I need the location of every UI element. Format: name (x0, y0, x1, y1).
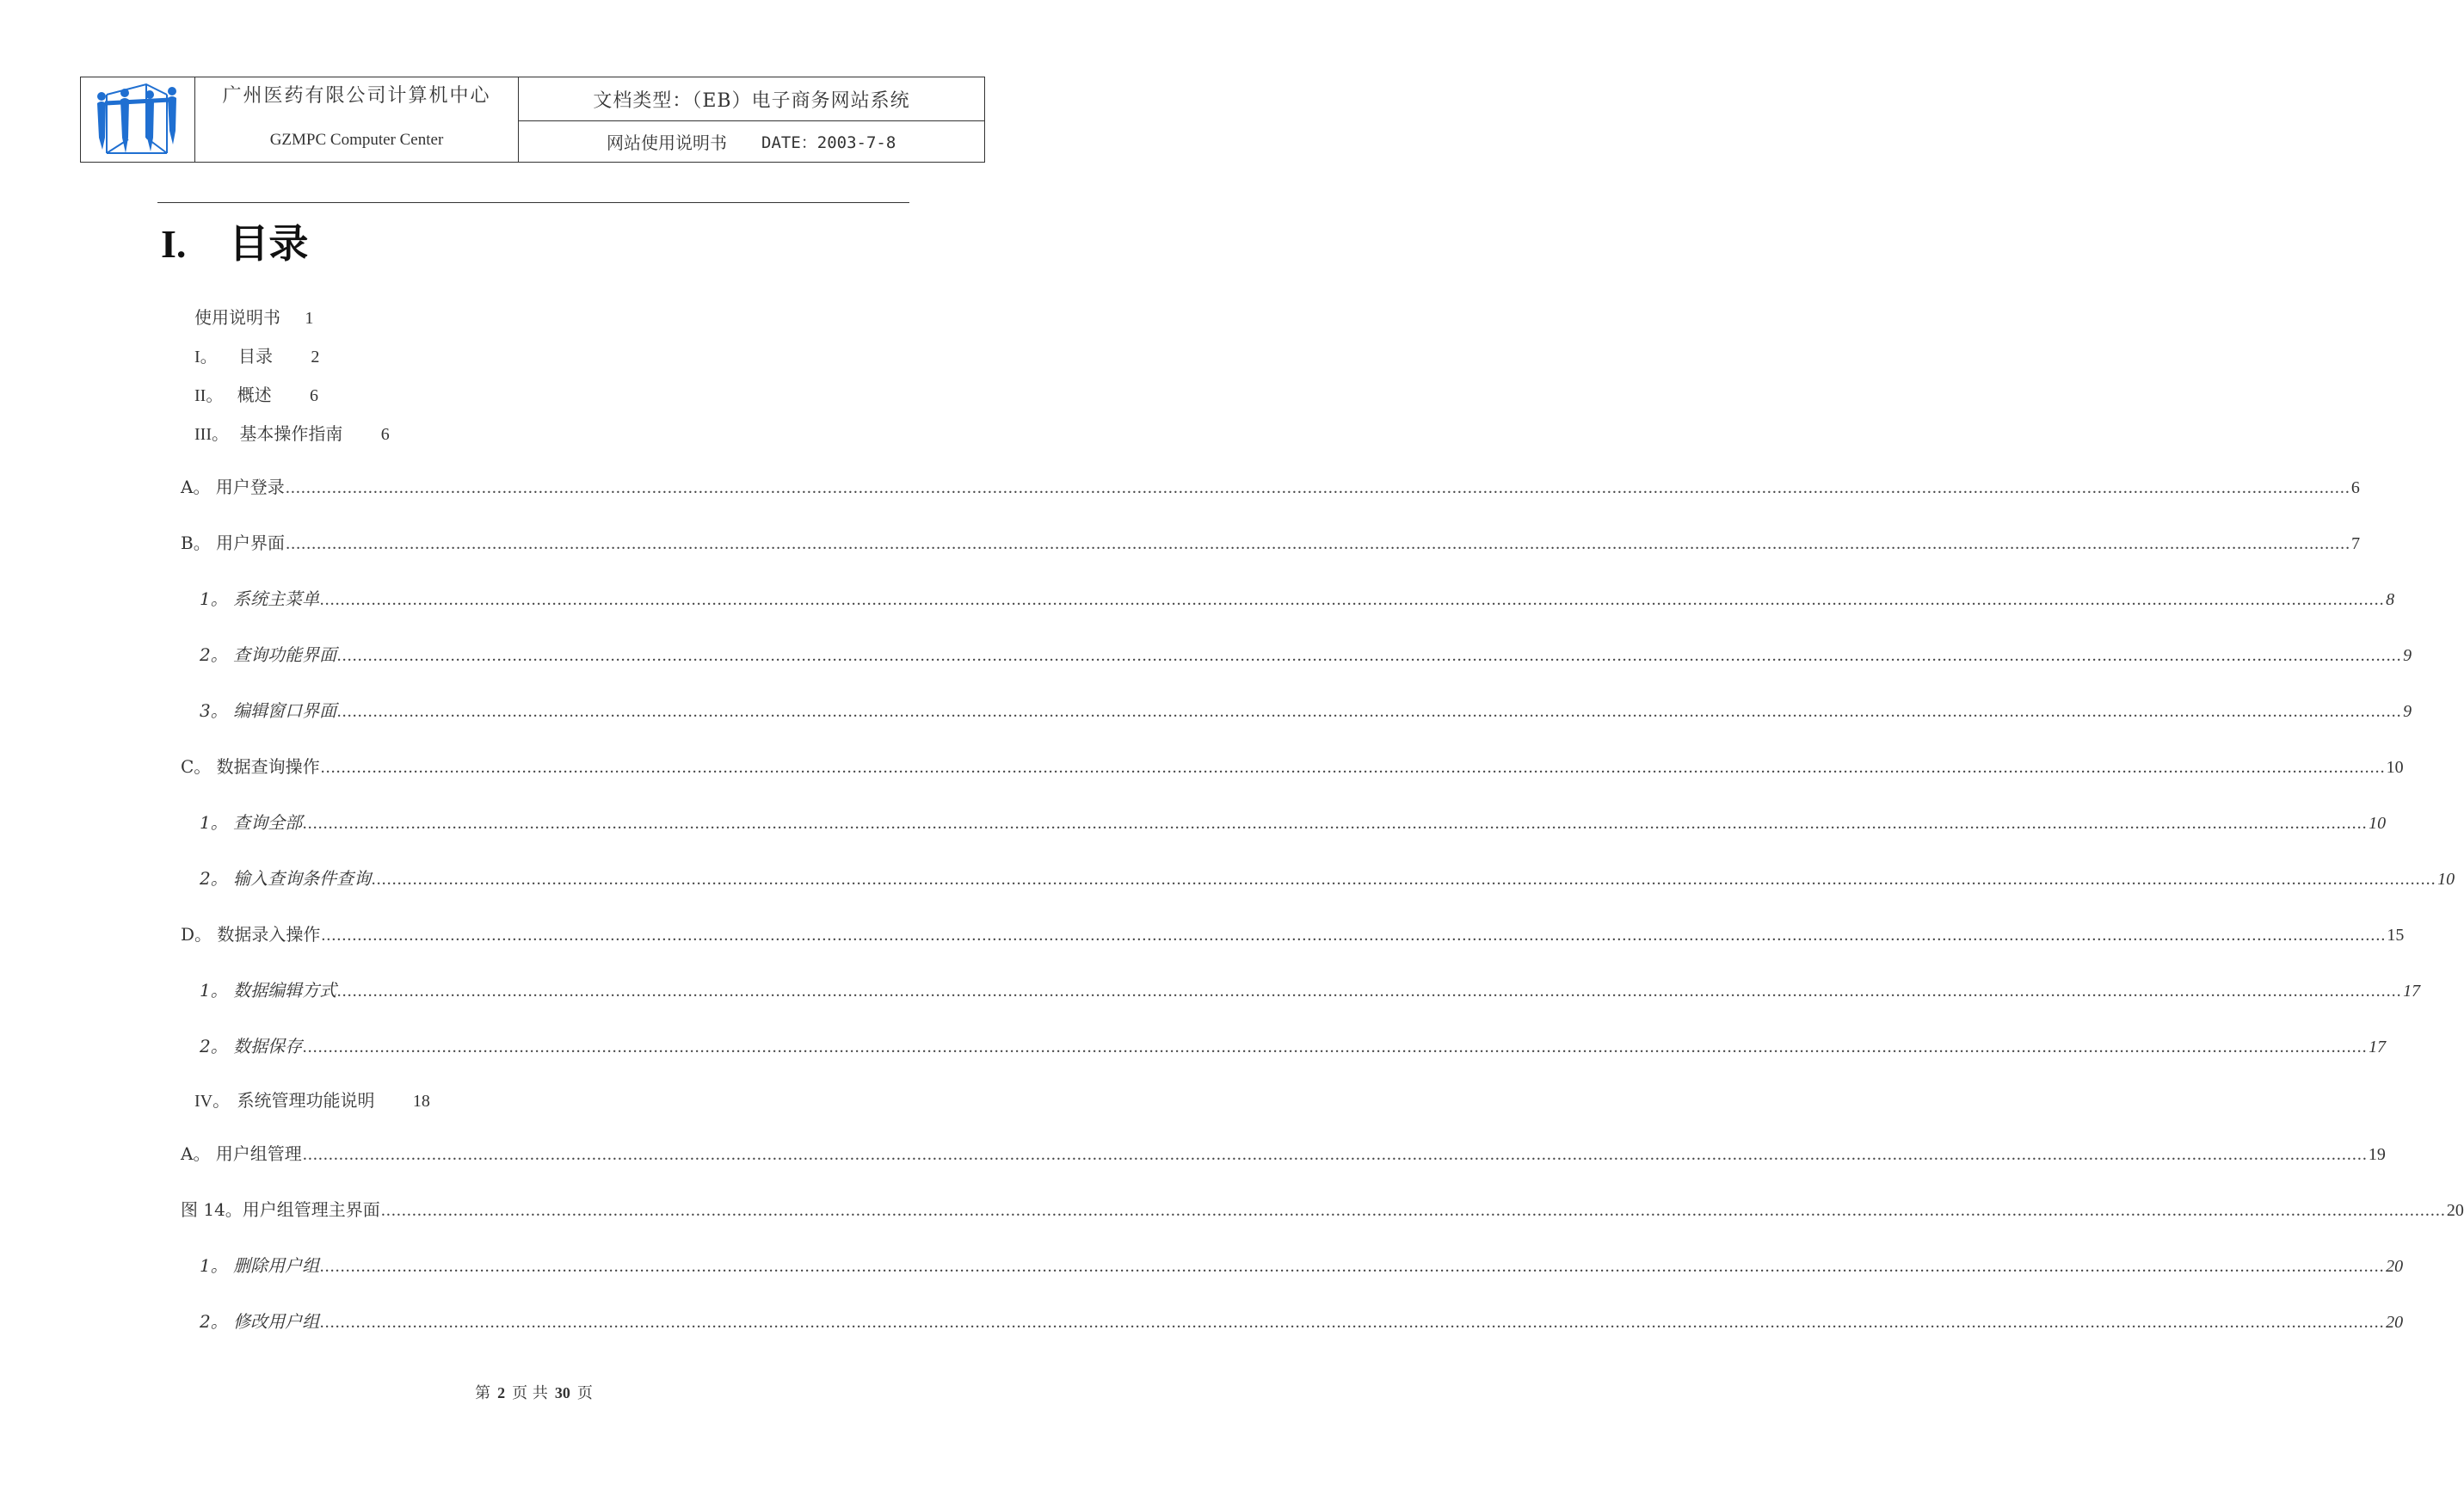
organization-name-cn: 广州医药有限公司计算机中心 (222, 85, 491, 107)
toc-leader: ................................................................................................................................................................................................................................................................................................................................................................................................................ (302, 1145, 2368, 1164)
toc-entry[interactable] (194, 420, 390, 445)
toc-number: II。 (194, 386, 224, 405)
toc-entry[interactable] (200, 1252, 2404, 1277)
document-info-cell (519, 77, 984, 162)
company-logo (81, 77, 195, 162)
footer-prefix: 第 (475, 1384, 491, 1402)
toc-page: 19 (2368, 1145, 2386, 1164)
toc-entry[interactable] (194, 342, 319, 367)
toc-leader: ................................................................................................................................................................................................................................................................................................................................................................................................................ (285, 478, 2350, 497)
toc-page: 10 (2386, 758, 2404, 777)
page-footer (0, 1381, 1068, 1403)
document-subline (519, 121, 984, 162)
toc-entry[interactable] (181, 473, 2360, 498)
toc-entry[interactable] (181, 529, 2361, 554)
toc-page: 8 (2386, 590, 2395, 609)
toc-leader: ................................................................................................................................................................................................................................................................................................................................................................................................................ (320, 1257, 2386, 1276)
toc-number: IV。 (194, 1092, 231, 1111)
toc-label: 基本操作指南 (239, 423, 343, 444)
toc-page: 17 (2403, 982, 2421, 1001)
toc-label: C。 数据查询操作 (181, 756, 320, 777)
toc-leader: ................................................................................................................................................................................................................................................................................................................................................................................................................ (337, 646, 2403, 665)
toc-label: B。 用户界面 (181, 533, 286, 553)
organization-name-en: GZMPC Computer Center (269, 131, 444, 149)
toc-leader: ................................................................................................................................................................................................................................................................................................................................................................................................................ (320, 758, 2386, 777)
toc-leader: ................................................................................................................................................................................................................................................................................................................................................................................................................ (320, 590, 2386, 609)
toc-page: 17 (2369, 1038, 2387, 1056)
document-header (80, 77, 985, 163)
toc-entry[interactable] (200, 809, 2387, 834)
toc-entry[interactable] (194, 1087, 430, 1112)
toc-entry[interactable] (200, 585, 2395, 610)
toc-label: 2。 修改用户组 (200, 1311, 320, 1332)
toc-entry[interactable] (200, 641, 2412, 666)
toc-entry[interactable] (181, 921, 2405, 945)
toc-label: 1。 查询全部 (200, 812, 303, 833)
toc-page: 7 (2351, 534, 2361, 553)
toc-page: 6 (2350, 478, 2360, 497)
footer-suffix: 页 (576, 1384, 593, 1402)
toc-leader: ................................................................................................................................................................................................................................................................................................................................................................................................................ (337, 702, 2403, 721)
heading-number: I. (161, 222, 187, 266)
heading-rule (157, 202, 909, 203)
toc-entry[interactable] (200, 1308, 2404, 1333)
document-date: DATE：2003-7-8 (761, 133, 896, 152)
toc-label: A。 用户组管理 (181, 1143, 302, 1164)
toc-label: 概述 (237, 385, 272, 405)
toc-page: 9 (2403, 702, 2412, 721)
toc-page: 6 (310, 386, 319, 405)
toc-page: 1 (305, 309, 314, 328)
footer-total-pages: 30 (554, 1384, 570, 1401)
toc-page: 15 (2387, 926, 2405, 945)
page-title (161, 212, 308, 269)
logo-figures-icon (81, 77, 193, 161)
toc-leader: ................................................................................................................................................................................................................................................................................................................................................................................................................ (380, 1201, 2446, 1220)
footer-page-number: 2 (497, 1384, 506, 1401)
footer-mid: 页 共 (512, 1384, 548, 1402)
toc-entry[interactable] (181, 1196, 2464, 1221)
toc-entry[interactable] (200, 1032, 2387, 1057)
toc-label: 系统管理功能说明 (237, 1090, 375, 1111)
toc-label: 1。 系统主菜单 (200, 588, 320, 609)
toc-page: 20 (2386, 1313, 2404, 1332)
toc-page: 18 (412, 1092, 430, 1111)
toc-label: 1。 删除用户组 (200, 1255, 320, 1276)
toc-page: 10 (2437, 870, 2455, 889)
organization-cell (195, 77, 519, 162)
toc-page: 9 (2403, 646, 2412, 665)
toc-entry[interactable] (200, 697, 2412, 722)
toc-leader: ................................................................................................................................................................................................................................................................................................................................................................................................................ (303, 814, 2369, 833)
toc-label: 2。 输入查询条件查询 (200, 868, 372, 889)
toc-entry[interactable] (194, 304, 313, 329)
toc-leader: ................................................................................................................................................................................................................................................................................................................................................................................................................ (320, 1313, 2386, 1332)
heading-title: 目录 (229, 220, 309, 267)
toc-label: 使用说明书 (194, 307, 280, 328)
toc-leader: ................................................................................................................................................................................................................................................................................................................................................................................................................ (303, 1038, 2369, 1056)
toc-entry[interactable] (194, 381, 318, 406)
toc-entry[interactable] (181, 753, 2404, 778)
document-name: 网站使用说明书 (607, 132, 727, 153)
document-type: 文档类型：（EB）电子商务网站系统 (519, 77, 984, 121)
toc-number: I。 (194, 348, 218, 366)
toc-page: 20 (2446, 1201, 2464, 1220)
toc-page: 20 (2386, 1257, 2404, 1276)
toc-page: 2 (311, 348, 320, 366)
toc-label: 图 14。用户组管理主界面 (181, 1199, 380, 1220)
toc-label: 1。 数据编辑方式 (200, 980, 337, 1001)
toc-label: A。 用户登录 (181, 477, 285, 497)
toc-leader: ................................................................................................................................................................................................................................................................................................................................................................................................................ (286, 534, 2351, 553)
toc-page: 10 (2369, 814, 2387, 833)
toc-leader: ................................................................................................................................................................................................................................................................................................................................................................................................................ (372, 870, 2437, 889)
toc-entry[interactable] (181, 1140, 2386, 1165)
toc-number: III。 (194, 425, 229, 444)
toc-label: 目录 (238, 346, 274, 366)
toc-label: 2。 查询功能界面 (200, 644, 337, 665)
toc-label: 3。 编辑窗口界面 (200, 700, 337, 721)
toc-entry[interactable] (200, 976, 2421, 1001)
toc-entry[interactable] (200, 865, 2455, 890)
toc-label: 2。 数据保存 (200, 1036, 303, 1056)
toc-leader: ................................................................................................................................................................................................................................................................................................................................................................................................................ (321, 926, 2387, 945)
toc-leader: ................................................................................................................................................................................................................................................................................................................................................................................................................ (337, 982, 2403, 1001)
toc-label: D。 数据录入操作 (181, 924, 321, 945)
toc-page: 6 (380, 425, 390, 444)
